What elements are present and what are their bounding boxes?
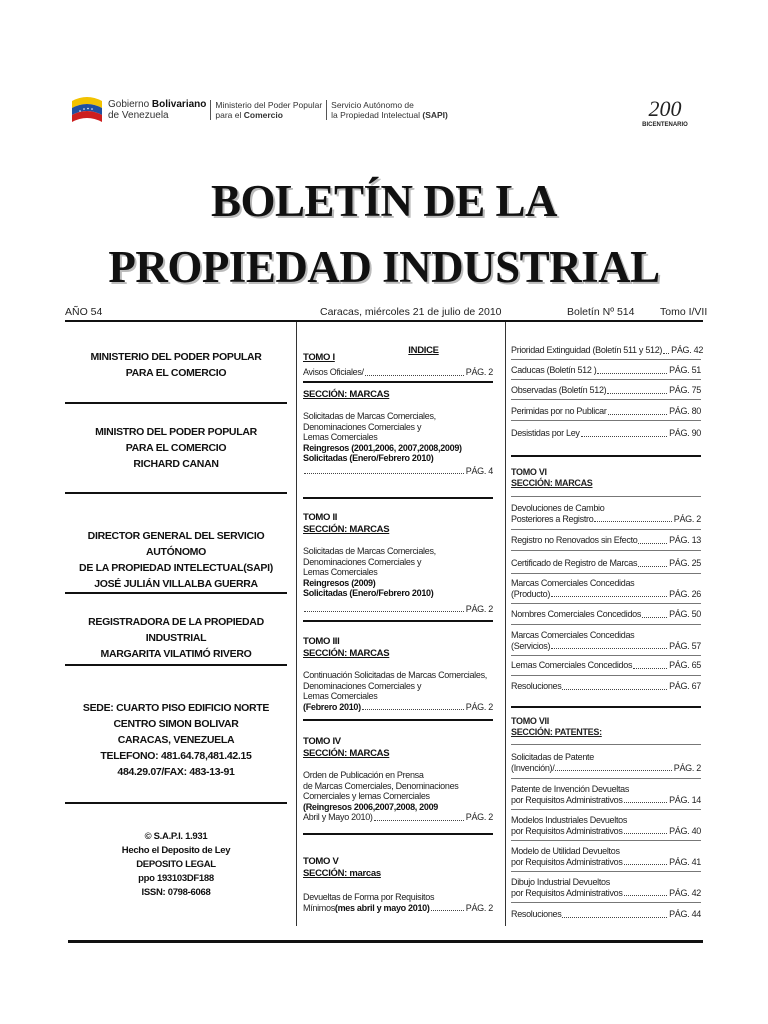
bicent-label: BICENTENARIO [642, 122, 688, 128]
right-rule [511, 359, 701, 360]
right-rule [511, 809, 701, 810]
right-rule [511, 379, 701, 380]
right-rule [511, 399, 701, 400]
right-rule [511, 840, 701, 841]
right-rule [511, 496, 701, 497]
government-header [70, 92, 452, 128]
left-address-block: SEDE: CUARTO PISO EDIFICIO NORTE CENTRO SIMON BOLIVAR CARACAS, VENEZUELA TELEFONO: 481.64.78,481.42.15 484.29.07/FAX: 483-13-91 [82, 702, 270, 778]
bottom-rule [68, 940, 703, 943]
toc-dibujo-industrial-devueltos[interactable]: Dibujo Industrial Devueltos por Requisitos Administrativos PÁG. 42 [511, 877, 701, 898]
bicent-number: 200 [648, 96, 682, 121]
top-rule [65, 320, 703, 322]
left-ministry-block: MINISTERIO DEL PODER POPULAR PARA EL COMERCIO [90, 351, 262, 379]
toc-resoluciones-marcas[interactable]: Resoluciones PÁG. 67 [511, 681, 701, 691]
left-separator [65, 492, 287, 494]
right-rule [511, 624, 701, 625]
tomo-3-heading: TOMO III SECCIÓN: MARCAS [303, 636, 390, 659]
left-registrar-block: REGISTRADORA DE LA PROPIEDAD INDUSTRIAL MARGARITA VILATIMÓ RIVERO [88, 616, 264, 660]
mid-separator [303, 833, 493, 835]
toc-prioridad-extinguida[interactable]: Prioridad Extinguidad (Boletín 511 y 512) PÁG. 42 [511, 345, 704, 355]
toc-perimidas[interactable]: Perimidas por no Publicar PÁG. 80 [511, 406, 701, 416]
right-rule [511, 744, 701, 745]
toc-tomo-5-entry[interactable]: Devueltas de Forma por Requisitos Mínimos (mes abril y mayo 2010) PÁG. 2 [303, 892, 493, 913]
tomo-7-heading: TOMO VII SECCIÓN: PATENTES: [511, 716, 602, 737]
right-rule [511, 573, 701, 574]
toc-avisos-oficiales[interactable]: Avisos Oficiales/ PÁG. 2 [303, 367, 493, 377]
column-divider-1 [296, 322, 297, 926]
tomo-5-heading: TOMO V SECCIÓN: marcas [303, 856, 381, 879]
date-label: Caracas, miércoles 21 de julio de 2010 [320, 306, 502, 318]
toc-nombres-comerciales[interactable]: Nombres Comerciales Concedidos PÁG. 50 [511, 609, 701, 619]
bulletin-number: Boletín Nº 514 [567, 306, 635, 318]
toc-caducas[interactable]: Caducas (Boletín 512 ) PÁG. 51 [511, 365, 701, 375]
title-line-2: PROPIEDAD INDUSTRIAL [108, 242, 660, 292]
toc-devoluciones-cambio[interactable]: Devoluciones de Cambio Posteriores a Registro PÁG. 2 [511, 503, 701, 524]
right-rule [511, 550, 701, 551]
tomo-4-heading: TOMO IV SECCIÓN: MARCAS [303, 736, 390, 759]
sapi-label: Servicio Autónomo de la Propiedad Intelectual (SAPI) [326, 100, 452, 120]
right-rule [511, 529, 701, 530]
mid-separator [303, 719, 493, 721]
toc-patente-invencion-devueltas[interactable]: Patente de Invención Devueltas por Requisitos Administrativos PÁG. 14 [511, 784, 701, 805]
gob-bolivariano-label: Gobierno Bolivariano de Venezuela [108, 99, 207, 121]
toc-resoluciones-patentes[interactable]: Resoluciones PÁG. 44 [511, 909, 701, 919]
toc-observadas[interactable]: Observadas (Boletín 512) PÁG. 75 [511, 385, 701, 395]
right-rule [511, 778, 701, 779]
tomo-1-heading: TOMO I [303, 352, 335, 363]
left-legal-block: © S.A.P.I. 1.931 Hecho el Deposito de Ley DEPOSITO LEGAL ppo 193103DF188 ISSN: 0798-6068 [121, 831, 231, 898]
right-rule [511, 902, 701, 903]
bicentenario-logo [634, 94, 696, 130]
left-separator [65, 802, 287, 804]
toc-tomo-2-entry[interactable]: Solicitadas de Marcas Comerciales, Denominaciones Comerciales y Lemas Comerciales Reingresos (2009) Solicitadas (Enero/Febrero 2010) PÁG. 2 [303, 546, 493, 614]
right-rule [511, 603, 701, 604]
right-rule [511, 675, 701, 676]
right-rule [511, 655, 701, 656]
tomo-2-heading: TOMO II SECCIÓN: MARCAS [303, 512, 390, 535]
toc-registro-no-renovados[interactable]: Registro no Renovados sin Efecto PÁG. 13 [511, 535, 701, 545]
venezuela-flag-icon [70, 93, 104, 127]
toc-modelos-industriales-devueltos[interactable]: Modelos Industriales Devueltos por Requisitos Administrativos PÁG. 40 [511, 815, 701, 836]
toc-lemas-comerciales[interactable]: Lemas Comerciales Concedidos PÁG. 65 [511, 660, 701, 670]
right-rule [511, 420, 701, 421]
indice-heading: INDICE [408, 345, 439, 356]
toc-marcas-producto[interactable]: Marcas Comerciales Concedidas (Producto) PÁG. 26 [511, 578, 701, 599]
toc-certificado-registro[interactable]: Certificado de Registro de Marcas PÁG. 25 [511, 558, 701, 568]
left-separator [65, 664, 287, 666]
left-separator [65, 402, 287, 404]
ministry-label: Ministerio del Poder Popular para el Comercio [210, 100, 326, 120]
mid-separator [303, 620, 493, 622]
tomo-1-section: SECCIÓN: MARCAS [303, 389, 390, 400]
left-separator [65, 592, 287, 594]
right-separator [511, 455, 701, 457]
tomo-label: Tomo I/VII [660, 306, 708, 318]
year-label: AÑO 54 [65, 306, 103, 318]
toc-modelo-utilidad-devueltos[interactable]: Modelo de Utilidad Devueltos por Requisitos Administrativos PÁG. 41 [511, 846, 701, 867]
toc-tomo-3-entry[interactable]: Continuación Solicitadas de Marcas Comerciales, Denominaciones Comerciales y Lemas Comerciales (Febrero 2010) PÁG. 2 [303, 670, 493, 712]
column-divider-2 [505, 322, 506, 926]
toc-tomo-4-entry[interactable]: Orden de Publicación en Prensa de Marcas Comerciales, Denominaciones Comerciales y lemas Comerciales (Reingresos 2006,2007,2008, 2009 Abril y Mayo 2010) PÁG. 2 [303, 770, 493, 822]
mid-separator [303, 381, 493, 383]
mid-separator [303, 497, 493, 499]
toc-tomo-1-entry[interactable]: Solicitadas de Marcas Comerciales, Denominaciones Comerciales y Lemas Comerciales Reingresos (2001,2006, 2007,2008,2009) Solicitadas (Enero/Febrero 2010) PÁG. 4 [303, 411, 493, 476]
page-title [0, 168, 768, 300]
toc-desistidas[interactable]: Desistidas por Ley PÁG. 90 [511, 428, 701, 438]
title-line-1: BOLETÍN DE LA [210, 176, 558, 226]
right-rule [511, 871, 701, 872]
left-minister-block: MINISTRO DEL PODER POPULAR PARA EL COMERCIO RICHARD CANAN [95, 426, 257, 470]
toc-solicitadas-patente[interactable]: Solicitadas de Patente (Invención)/ PÁG. 2 [511, 752, 701, 773]
toc-marcas-servicios[interactable]: Marcas Comerciales Concedidas (Servicios) PÁG. 57 [511, 630, 701, 651]
right-separator [511, 706, 701, 708]
tomo-6-heading: TOMO VI SECCIÓN: MARCAS [511, 467, 593, 488]
left-director-block: DIRECTOR GENERAL DEL SERVICIO AUTÓNOMO DE LA PROPIEDAD INTELECTUAL(SAPI) JOSÉ JULIÁN VILLALBA GUERRA [79, 530, 273, 590]
